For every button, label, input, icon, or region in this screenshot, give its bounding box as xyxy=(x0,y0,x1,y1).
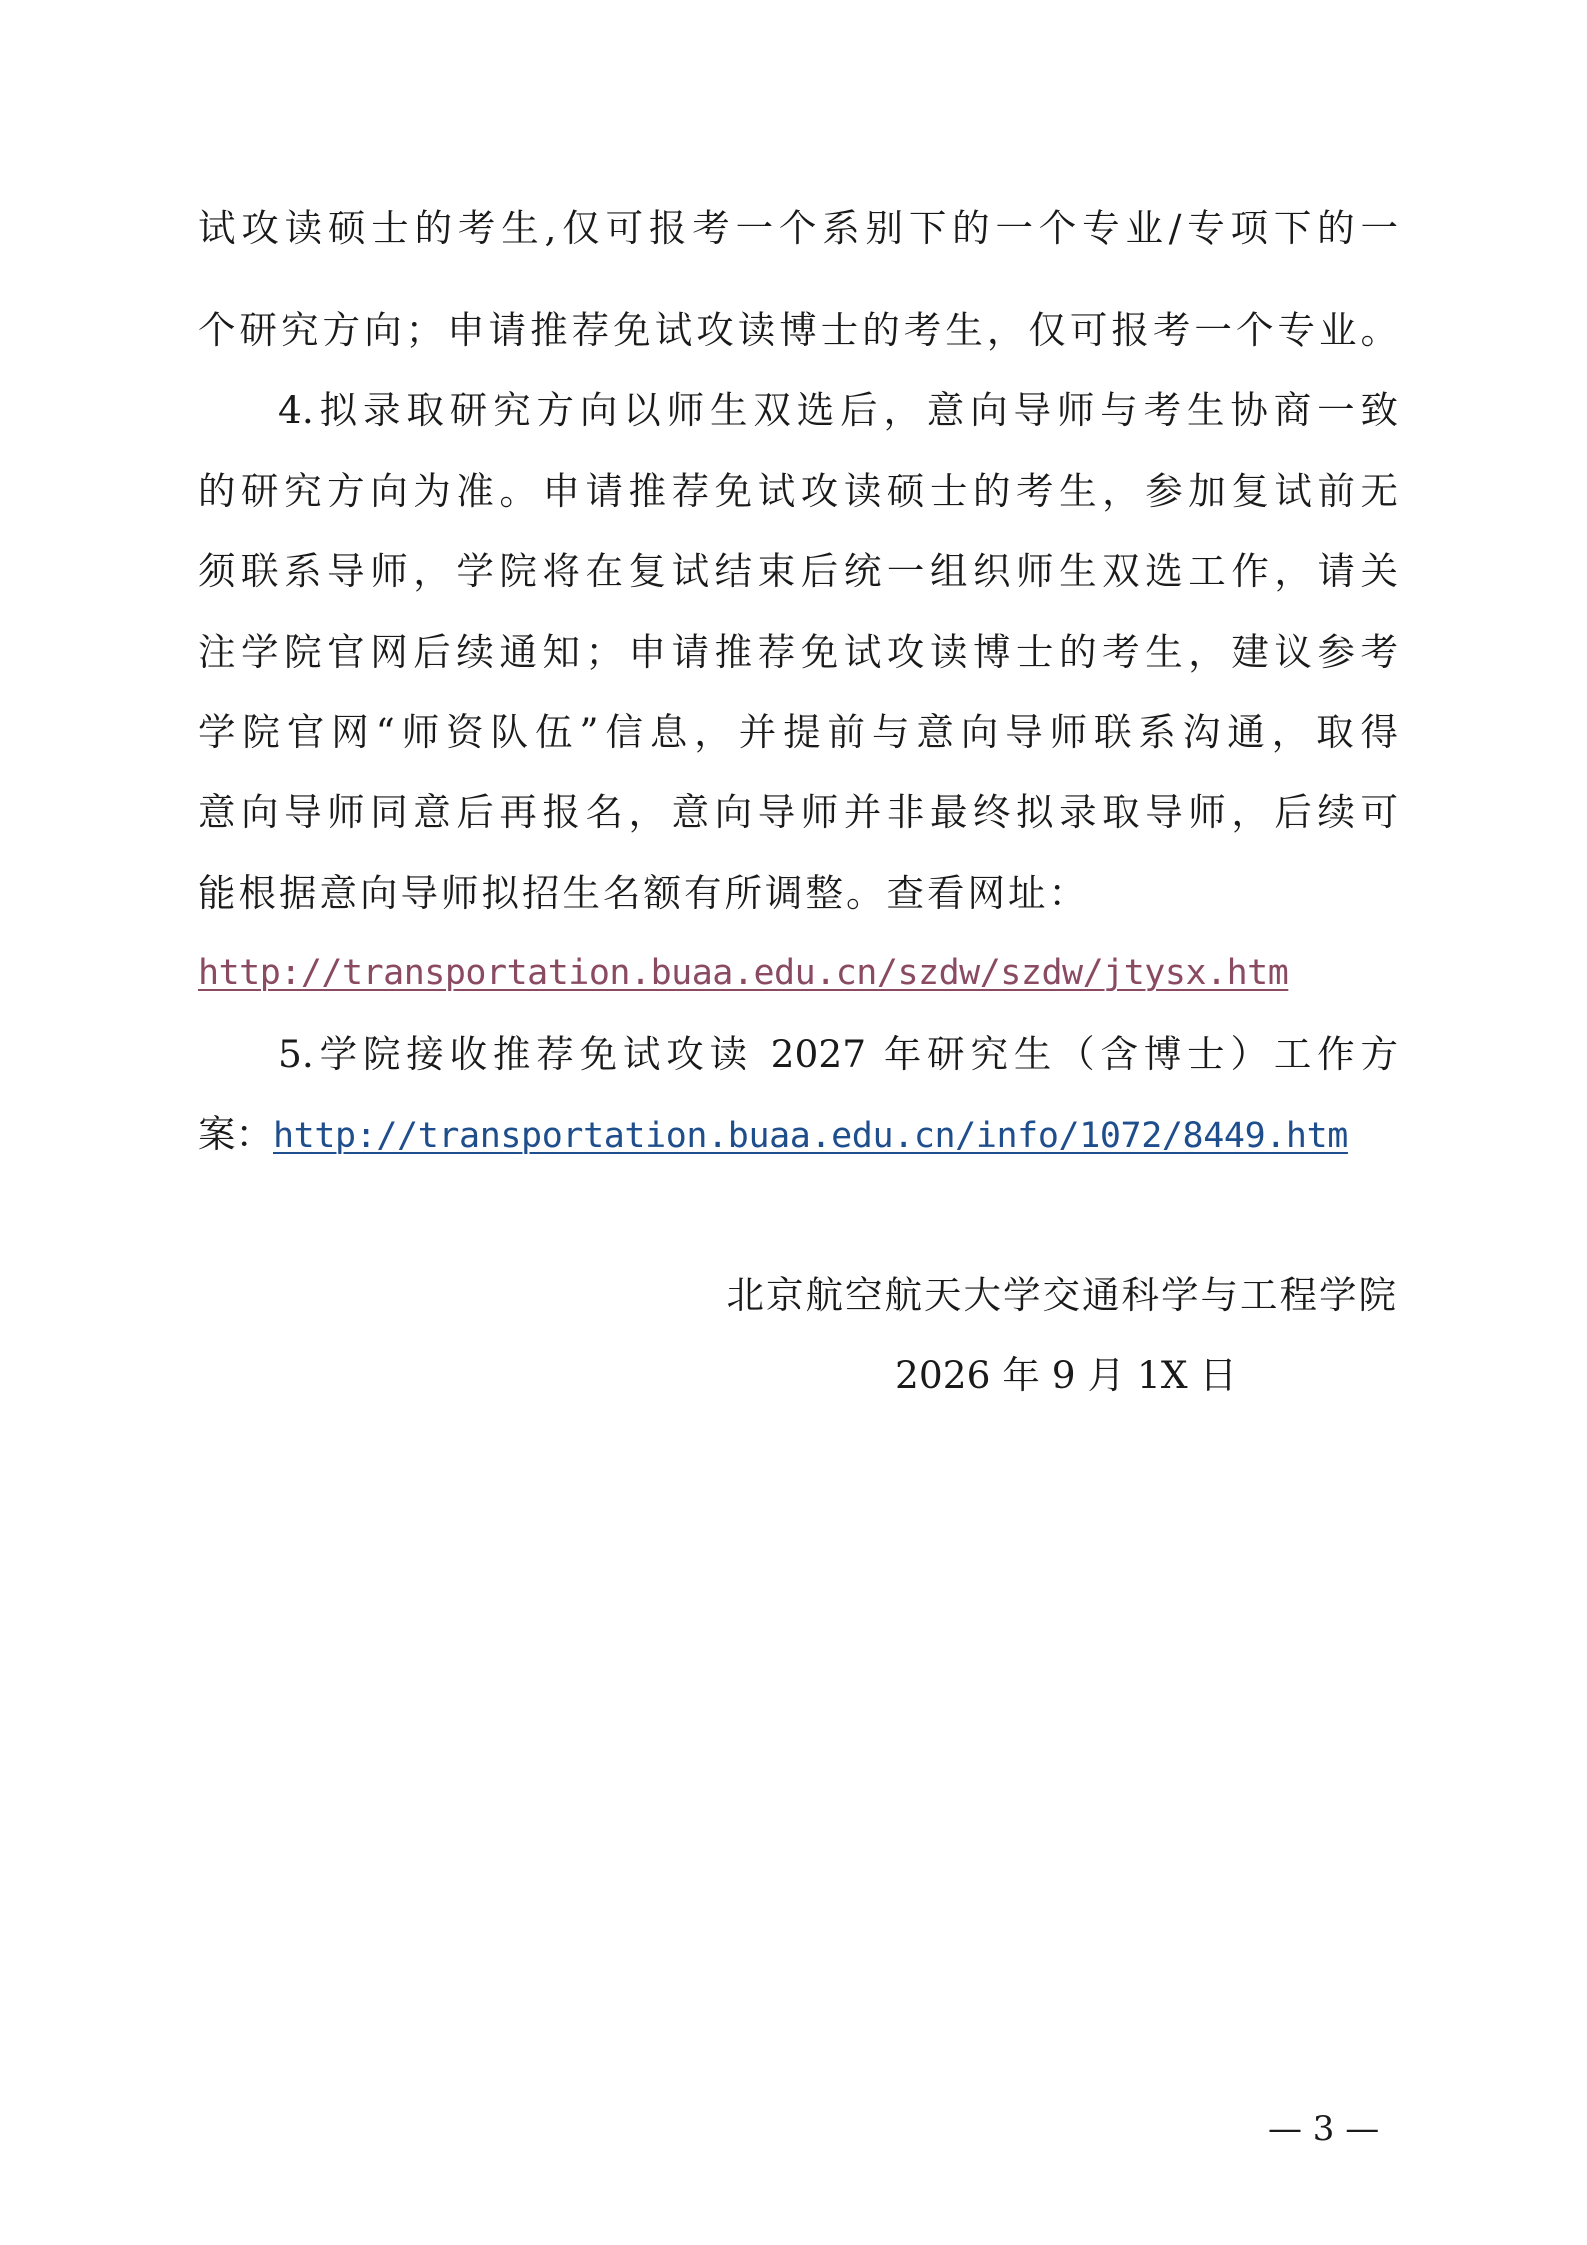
paragraph-2-line-5: 学院官网“师资队伍”信息，并提前与意向导师联系沟通，取得 xyxy=(198,710,1398,754)
signature: 北京航空航天大学交通科学与工程学院 xyxy=(726,1273,1398,1317)
paragraph-1-line-2: 个研究方向；申请推荐免试攻读博士的考生，仅可报考一个专业。 xyxy=(198,308,1398,352)
paragraph-2-line-6: 意向导师同意后再报名，意向导师并非最终拟录取导师，后续可 xyxy=(198,790,1398,834)
paragraph-1-line-1: 试攻读硕士的考生,仅可报考一个系别下的一个专业/专项下的一 xyxy=(198,206,1398,250)
paragraph-2-line-3: 须联系导师，学院将在复试结束后统一组织师生双选工作，请关 xyxy=(198,549,1398,593)
plan-link[interactable]: http://transportation.buaa.edu.cn/info/1072/8449.htm xyxy=(273,1116,1348,1156)
page-number: — 3 — xyxy=(1268,2109,1380,2149)
paragraph-2-line-2: 的研究方向为准。申请推荐免试攻读硕士的考生，参加复试前无 xyxy=(198,469,1398,513)
paragraph-2-line-4: 注学院官网后续通知；申请推荐免试攻读博士的考生，建议参考 xyxy=(198,630,1398,674)
paragraph-3-line-2 xyxy=(198,1109,1348,1161)
faculty-link[interactable]: http://transportation.buaa.edu.cn/szdw/szdw/jtysx.htm xyxy=(198,953,1289,993)
paragraph-2-line-1: 4.拟录取研究方向以师生双选后，意向导师与考生协商一致 xyxy=(278,388,1398,432)
date: 2026 年 9 月 1X 日 xyxy=(895,1353,1237,1397)
paragraph-3-prefix: 案： xyxy=(198,1112,273,1156)
paragraph-2-line-7: 能根据意向导师拟招生名额有所调整。查看网址： xyxy=(198,871,1089,915)
paragraph-3-line-1: 5.学院接收推荐免试攻读 2027 年研究生（含博士）工作方 xyxy=(278,1032,1398,1076)
